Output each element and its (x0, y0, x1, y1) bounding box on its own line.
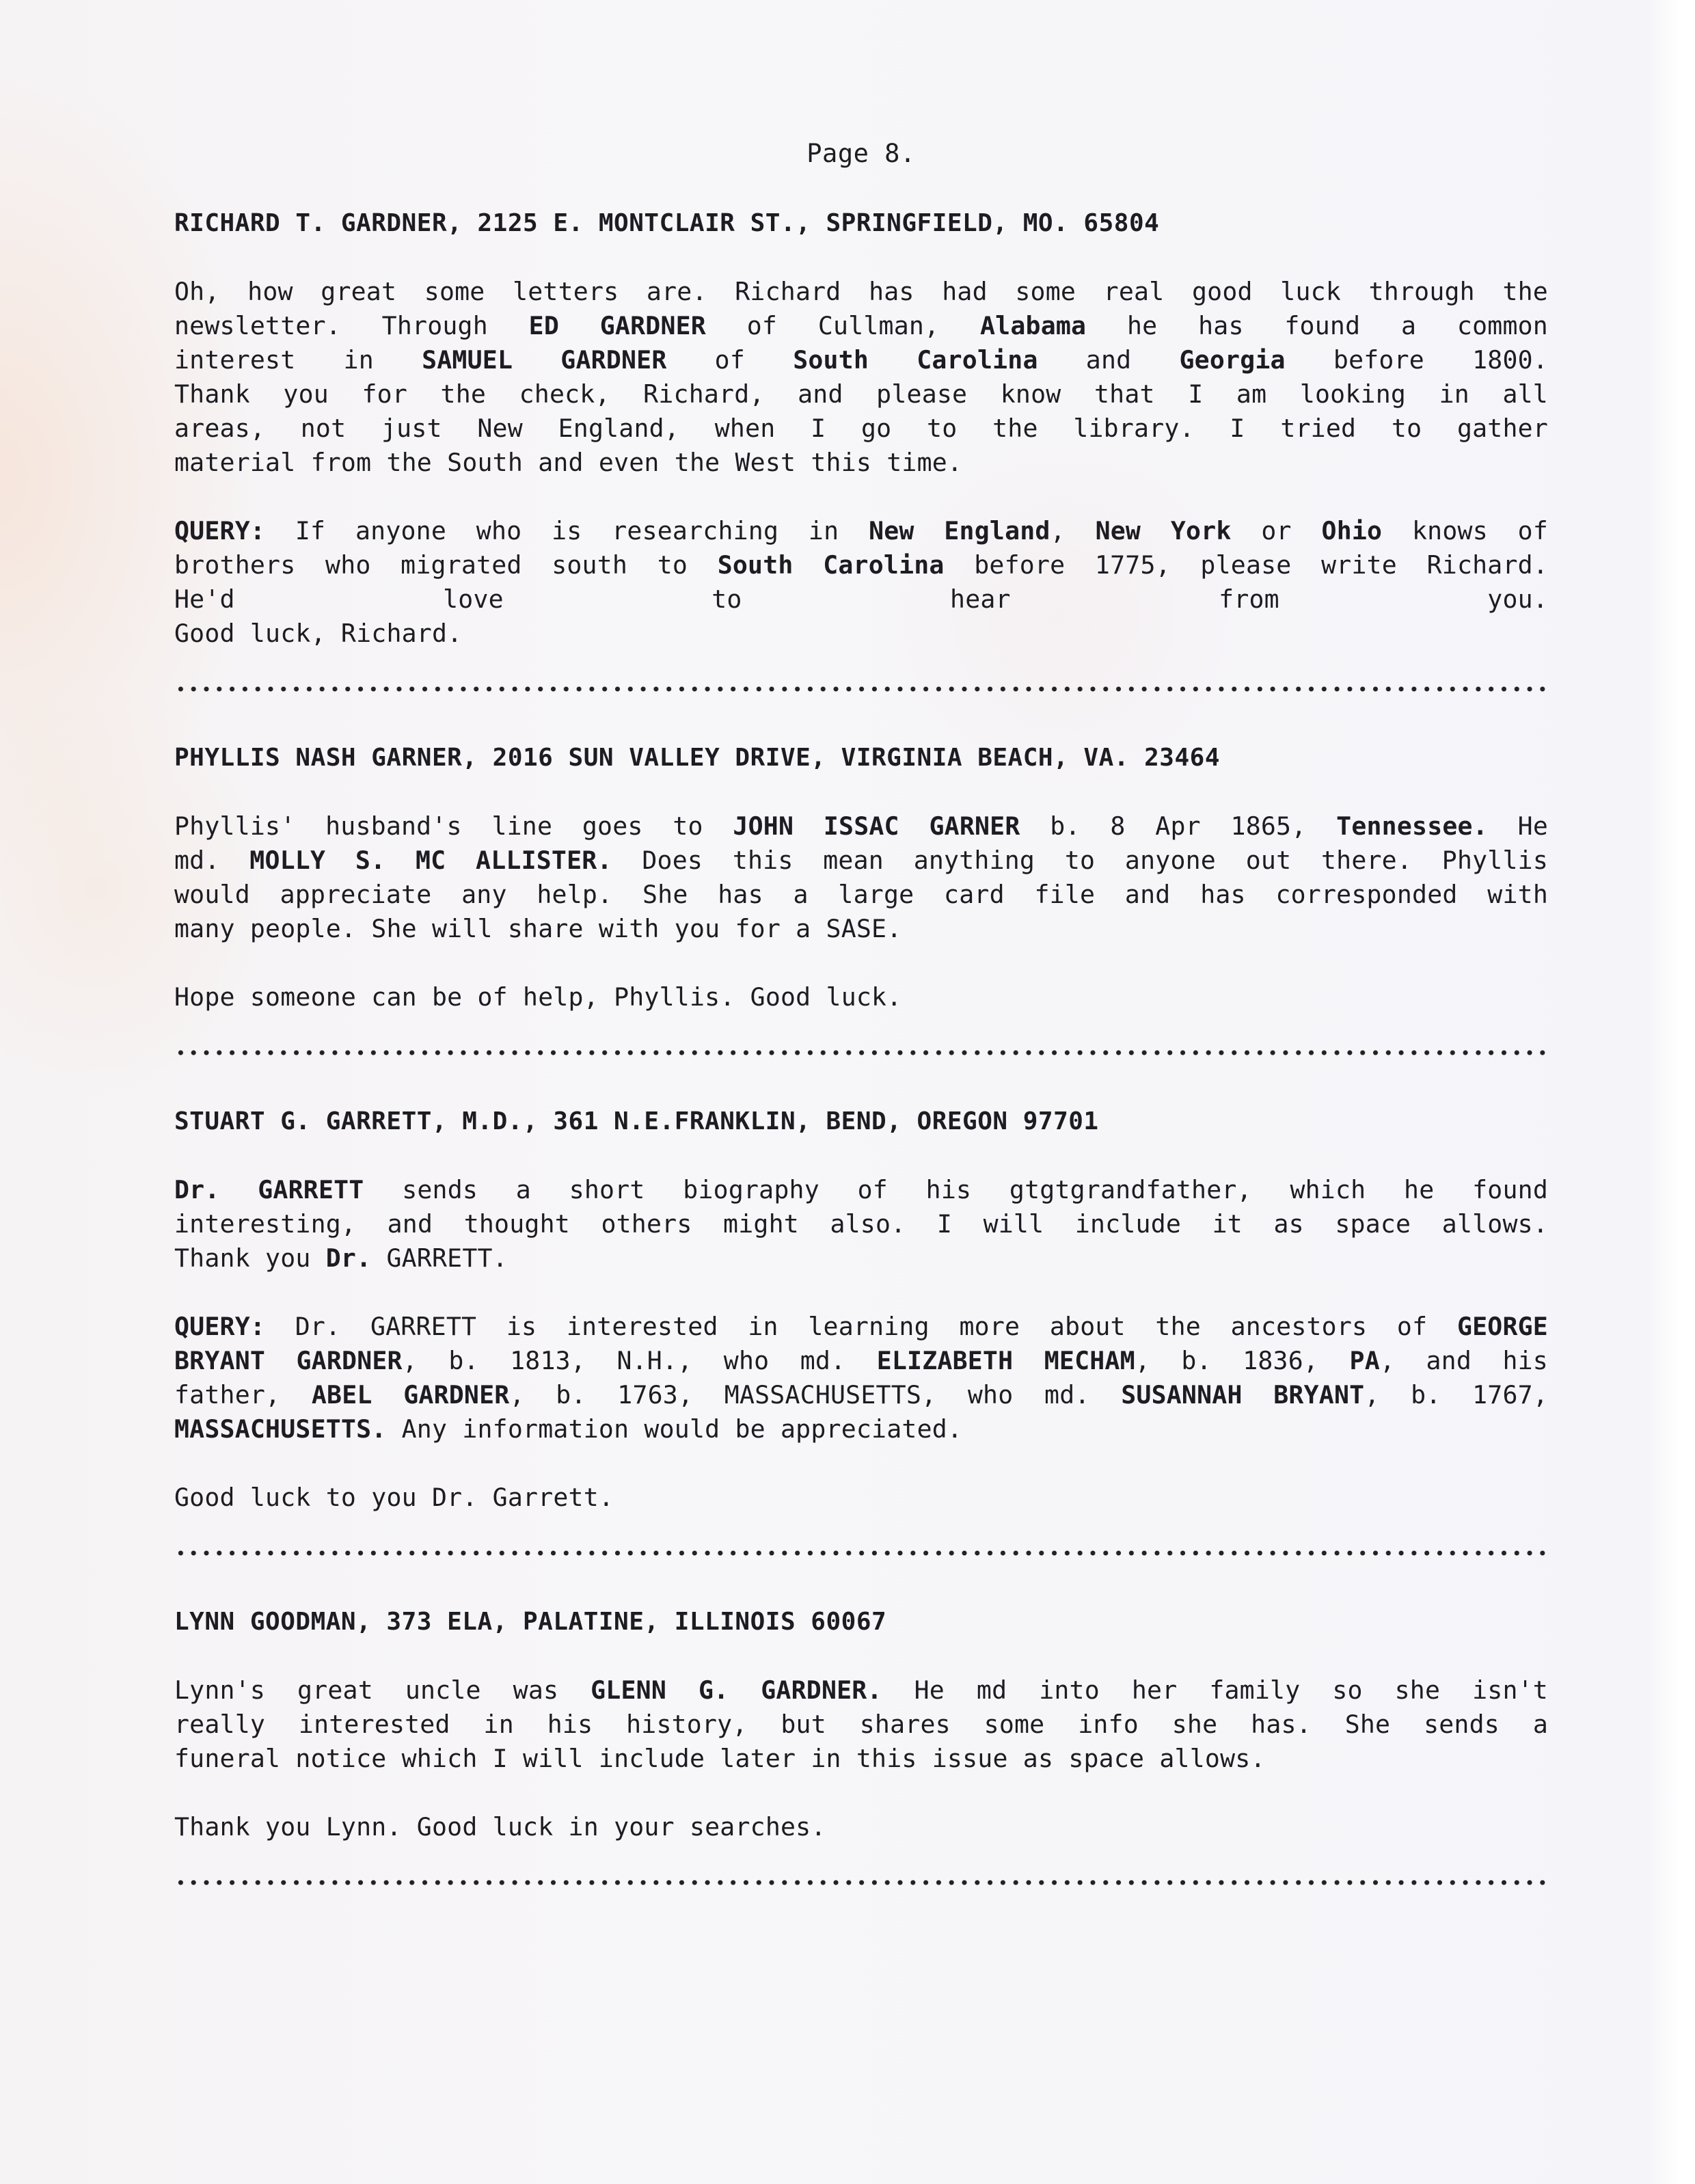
text-line (174, 878, 1548, 912)
text-run: Hope someone can be of help, Phyllis. Good luck. (174, 982, 902, 1012)
text-line (174, 617, 1548, 651)
entry-paragraph (174, 1673, 1548, 1776)
torn-page-edge (1647, 0, 1695, 2184)
text-run: Phyllis' husband's line goes to (174, 811, 733, 841)
bold-text-run: New York (1095, 516, 1232, 545)
text-run: He (1487, 811, 1548, 841)
entry-stuart-garrett (174, 1105, 1548, 1557)
bold-text-run: South Carolina (717, 550, 945, 580)
bold-text-run: GLENN G. GARDNER. (591, 1675, 882, 1705)
query-paragraph (174, 514, 1548, 651)
text-run: brothers who migrated south to (174, 550, 718, 580)
text-run: of Cullman, (705, 311, 980, 340)
text-run: b. 8 Apr 1865, (1020, 811, 1337, 841)
bold-text-run: Dr. (325, 1243, 372, 1273)
text-line (174, 980, 1548, 1014)
entry-paragraph (174, 809, 1548, 946)
dotted-separator (174, 1549, 1548, 1557)
text-run: areas, not just New England, when I go to the library. I tried to gather (174, 414, 1548, 443)
text-line (174, 1810, 1548, 1844)
text-line (174, 809, 1548, 844)
entry-header: RICHARD T. GARDNER, 2125 E. MONTCLAIR ST., SPRINGFIELD, MO. 65804 (174, 209, 1160, 237)
text-run: before 1775, please write Richard. (944, 550, 1549, 580)
text-line (174, 1310, 1548, 1344)
bold-text-run: Ohio (1321, 516, 1383, 545)
dotted-separator (174, 1878, 1548, 1887)
text-run: Oh, how great some letters are. Richard has had some real good luck through the (174, 277, 1548, 306)
bold-text-run: Alabama (980, 311, 1087, 340)
bold-text-run: MASSACHUSETTS. (174, 1414, 387, 1444)
text-line (174, 514, 1548, 548)
text-run: before 1800. (1285, 345, 1548, 375)
text-line (174, 377, 1548, 412)
text-line (174, 548, 1548, 582)
text-run: or (1231, 516, 1322, 545)
text-line (174, 1708, 1548, 1742)
text-run: interesting, and thought others might also. I will include it as space allows. (174, 1209, 1548, 1239)
bold-text-run: New England (869, 516, 1050, 545)
text-run: newsletter. Through (174, 311, 529, 340)
text-run: material from the South and even the West this time. (174, 448, 963, 477)
text-run: , (1050, 516, 1096, 545)
text-line (174, 343, 1548, 377)
text-line (174, 1481, 1548, 1515)
bold-text-run: SAMUEL GARDNER (422, 345, 667, 375)
entry-header: LYNN GOODMAN, 373 ELA, PALATINE, ILLINOIS 60067 (174, 1608, 887, 1636)
entry-header: PHYLLIS NASH GARNER, 2016 SUN VALLEY DRIVE, VIRGINIA BEACH, VA. 23464 (174, 744, 1220, 772)
text-line (174, 309, 1548, 343)
entry-phyllis-garner (174, 741, 1548, 1057)
bold-text-run: ELIZABETH MECHAM (876, 1346, 1135, 1375)
text-run: funeral notice which I will include later in this issue as space allows. (174, 1744, 1266, 1773)
bold-text-run: PA (1349, 1346, 1380, 1375)
bold-text-run: SUSANNAH BRYANT (1121, 1380, 1365, 1410)
text-run: , b. 1767, (1364, 1380, 1548, 1410)
text-run: Dr. GARRETT is interested in learning more about the ancestors of (265, 1312, 1457, 1341)
page-number: Page 8. (806, 139, 916, 168)
text-run: , b. 1813, N.H., who md. (402, 1346, 877, 1375)
text-line (174, 844, 1548, 878)
text-line (174, 1378, 1548, 1412)
text-run: he has found a common (1086, 311, 1548, 340)
dotted-separator (174, 685, 1548, 693)
bold-text-run: ABEL GARDNER (311, 1380, 510, 1410)
bold-text-run: Tennessee. (1336, 811, 1488, 841)
text-run: GARRETT. (371, 1243, 508, 1273)
text-line (174, 275, 1548, 309)
entry-paragraph (174, 1173, 1548, 1276)
text-run: interest in (174, 345, 422, 375)
text-line (174, 1412, 1548, 1446)
text-line (174, 1207, 1548, 1241)
text-run: Thank you (174, 1243, 326, 1273)
bold-text-run: QUERY: (174, 516, 266, 545)
text-line (174, 446, 1548, 480)
text-run: Lynn's great uncle was (174, 1675, 591, 1705)
bold-text-run: ED GARDNER (528, 311, 706, 340)
bold-text-run: South Carolina (793, 345, 1038, 375)
text-run: sends a short biography of his gtgtgrandfather, which he found (364, 1175, 1548, 1204)
bold-text-run: Georgia (1179, 345, 1286, 375)
bold-text-run: GEORGE (1456, 1312, 1548, 1341)
text-run: many people. She will share with you for a SASE. (174, 914, 902, 943)
text-run: and (1038, 345, 1180, 375)
text-run: , and his (1379, 1346, 1548, 1375)
text-run: , b. 1763, MASSACHUSETTS, who md. (509, 1380, 1122, 1410)
text-run: Thank you Lynn. Good luck in your searches. (174, 1812, 826, 1842)
text-line (174, 1173, 1548, 1207)
closing-paragraph (174, 1481, 1548, 1515)
text-run: really interested in his history, but shares some info she has. She sends a (174, 1710, 1548, 1739)
text-line (174, 1344, 1548, 1378)
text-run: Does this mean anything to anyone out there. Phyllis (612, 846, 1548, 875)
entry-header: STUART G. GARRETT, M.D., 361 N.E.FRANKLIN, BEND, OREGON 97701 (174, 1107, 1099, 1135)
text-run: Thank you for the check, Richard, and please know that I am looking in all (174, 379, 1548, 409)
text-run: knows of (1382, 516, 1549, 545)
closing-paragraph (174, 980, 1548, 1014)
closing-paragraph (174, 1810, 1548, 1844)
bold-text-run: MOLLY S. MC ALLISTER. (249, 846, 612, 875)
text-line (174, 912, 1548, 946)
text-run: If anyone who is researching in (265, 516, 869, 545)
text-run: He md into her family so she isn't (882, 1675, 1548, 1705)
text-run: father, (174, 1380, 312, 1410)
text-line (174, 412, 1548, 446)
dotted-separator (174, 1049, 1548, 1057)
bold-text-run: Dr. GARRETT (174, 1175, 364, 1204)
text-run: Good luck to you Dr. Garrett. (174, 1483, 614, 1512)
text-run: of (666, 345, 794, 375)
text-run: Any information would be appreciated. (386, 1414, 963, 1444)
entry-paragraph (174, 275, 1548, 480)
newsletter-page (174, 137, 1548, 1934)
text-line (174, 1241, 1548, 1276)
text-line (174, 582, 1548, 617)
entry-richard-gardner (174, 206, 1548, 693)
query-paragraph (174, 1310, 1548, 1446)
bold-text-run: QUERY: (174, 1312, 266, 1341)
text-run: md. (174, 846, 250, 875)
text-run: He'd love to hear from you. (174, 584, 1548, 614)
bold-text-run: JOHN ISSAC GARNER (733, 811, 1020, 841)
text-run: , b. 1836, (1135, 1346, 1350, 1375)
entry-lynn-goodman (174, 1605, 1548, 1887)
text-line (174, 1673, 1548, 1708)
bold-text-run: BRYANT GARDNER (174, 1346, 403, 1375)
text-run: Good luck, Richard. (174, 619, 463, 648)
text-line (174, 1742, 1548, 1776)
text-run: would appreciate any help. She has a large card file and has corresponded with (174, 880, 1548, 909)
